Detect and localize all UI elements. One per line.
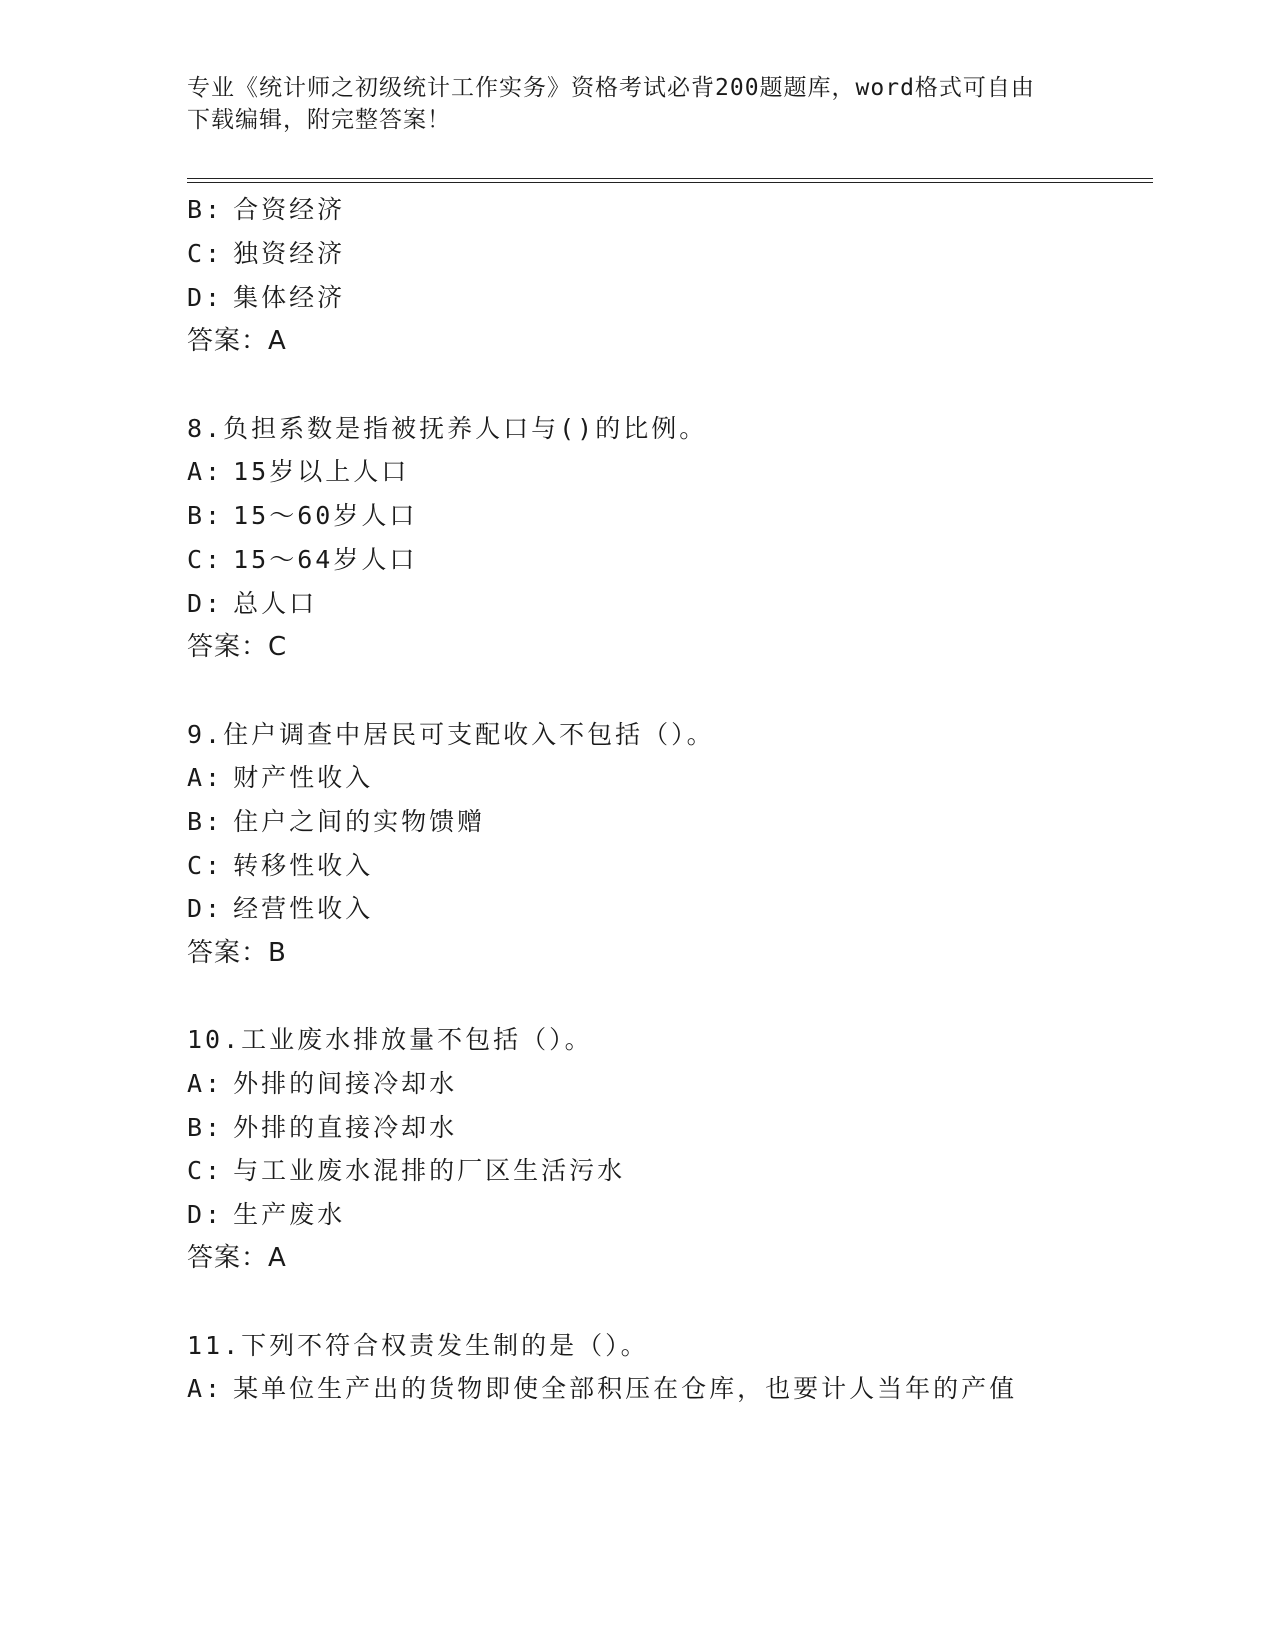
header-rule-bottom (187, 182, 1153, 183)
header-line-2: 下载编辑，附完整答案！ (187, 107, 451, 133)
q9-question: 9.住户调查中居民可支配收入不包括（）。 (187, 720, 715, 749)
q11-question: 11.下列不符合权责发生制的是（）。 (187, 1331, 649, 1360)
q7-option-b: B: 合资经济 (187, 195, 346, 224)
q8-option-a: A: 15岁以上人口 (187, 457, 410, 486)
q8-answer: 答案：C (187, 632, 288, 662)
q11-option-a: A: 某单位生产出的货物即使全部积压在仓库，也要计人当年的产值 (187, 1374, 1018, 1403)
q10-option-d: D: 生产废水 (187, 1200, 346, 1229)
header-rule-top (187, 178, 1153, 179)
q8-option-d: D: 总人口 (187, 589, 318, 618)
q7-option-c: C: 独资经济 (187, 239, 346, 268)
q10-option-b: B: 外排的直接冷却水 (187, 1113, 458, 1142)
q10-option-c: C: 与工业废水混排的厂区生活污水 (187, 1156, 626, 1185)
q9-option-c: C: 转移性收入 (187, 851, 374, 880)
q10-answer: 答案：A (187, 1243, 287, 1273)
q9-answer: 答案：B (187, 938, 287, 968)
document-header (187, 72, 1087, 136)
header-line-1: 专业《统计师之初级统计工作实务》资格考试必背200题题库，word格式可自由 (187, 75, 1035, 101)
q7-option-d: D: 集体经济 (187, 283, 346, 312)
q9-option-d: D: 经营性收入 (187, 894, 374, 923)
q9-option-b: B: 住户之间的实物馈赠 (187, 807, 486, 836)
q10-question: 10.工业废水排放量不包括（）。 (187, 1025, 593, 1054)
q9-option-a: A: 财产性收入 (187, 763, 374, 792)
q8-question: 8.负担系数是指被抚养人口与()的比例。 (187, 414, 708, 443)
q7-answer: 答案：A (187, 326, 287, 356)
q8-option-c: C: 15～64岁人口 (187, 545, 418, 574)
q8-option-b: B: 15～60岁人口 (187, 501, 418, 530)
q10-option-a: A: 外排的间接冷却水 (187, 1069, 458, 1098)
